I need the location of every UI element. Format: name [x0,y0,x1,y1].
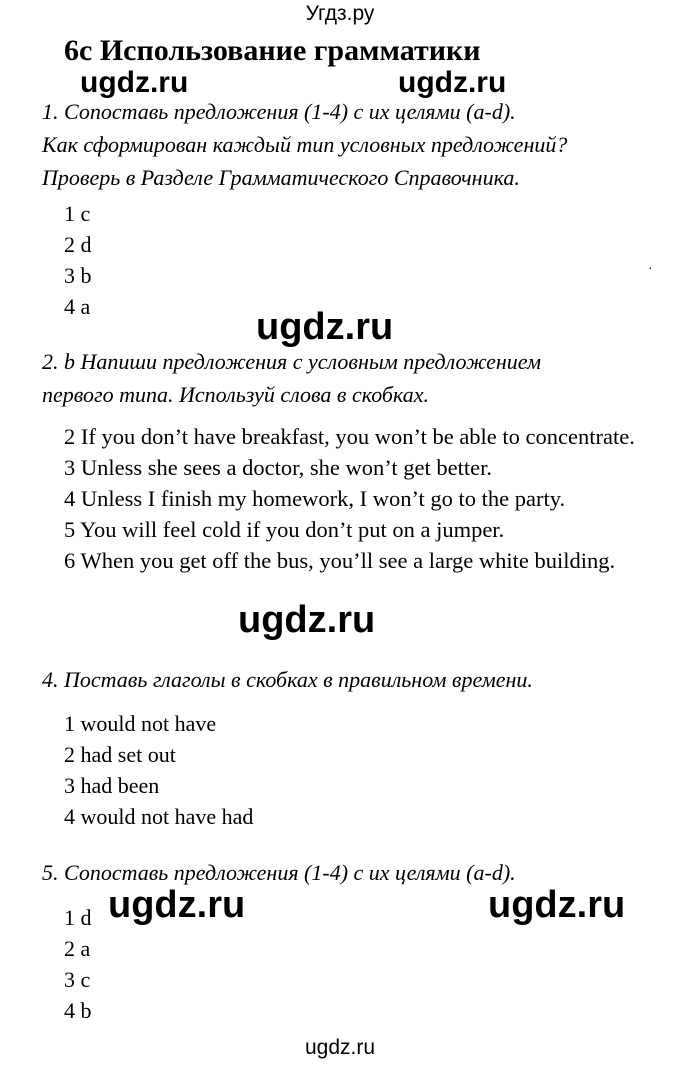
task-5-line-1: 5. Сопоставь предложения (1-4) с их целями (a-d). [42,860,516,885]
list-item: 2 had set out [64,742,176,767]
list-item: 2 a [64,936,91,961]
task-2-line-1: 2. b Напиши предложения с условным предложением [42,349,542,374]
site-header: Угдз.ру [305,2,375,25]
task-4-instruction [42,663,533,696]
list-item: 4 would not have had [64,804,254,829]
task-2-instruction [42,345,541,411]
task-1-line-2: Как сформирован каждый тип условных предложений? [42,132,568,157]
list-item: 3 b [64,263,92,288]
list-item: 3 Unless she sees a doctor, she won’t get better. [64,455,492,480]
list-item: 3 had been [64,773,160,798]
task-5-answers [64,902,92,1026]
list-item: 1 d [64,905,92,930]
watermark-top-right: ugdz.ru [398,66,507,99]
list-item: 4 b [64,998,92,1023]
list-item: 4 a [64,294,91,319]
task-4-line-1: 4. Поставь глаголы в скобках в правильном времени. [42,667,533,692]
task-1-instruction [42,95,567,194]
task-2-line-2: первого типа. Используй слова в скобках. [42,382,429,407]
list-item: 1 would not have [64,711,217,736]
task-1-line-1: 1. Сопоставь предложения (1-4) с их целями (a-d). [42,99,516,124]
list-item: 3 c [64,967,91,992]
task-1-line-3: Проверь в Разделе Грамматического Справочника. [42,165,520,190]
task-2-answers [42,421,664,576]
list-item: 2 d [64,232,92,257]
watermark-middle-1: ugdz.ru [256,306,394,348]
task-1-answers [64,198,92,322]
task-4-answers [64,708,253,832]
watermark-bottom-left: ugdz.ru [108,884,246,926]
scan-speck: · [648,262,653,277]
watermark-middle-2: ugdz.ru [238,599,376,641]
list-item: 2 If you don’t have breakfast, you won’t be able to concentrate. [64,424,635,449]
watermark-top-left: ugdz.ru [80,66,189,99]
list-item: 4 Unless I finish my homework, I won’t go to the party. [64,486,566,511]
list-item: 1 c [64,201,91,226]
list-item: 5 You will feel cold if you don’t put on a jumper. [64,517,505,542]
section-title: 6c Использование грамматики [64,34,481,67]
watermark-bottom-right: ugdz.ru [488,884,626,926]
list-item: 6 When you get off the bus, you’ll see a large white building. [64,548,616,573]
site-footer: ugdz.ru [304,1036,376,1059]
